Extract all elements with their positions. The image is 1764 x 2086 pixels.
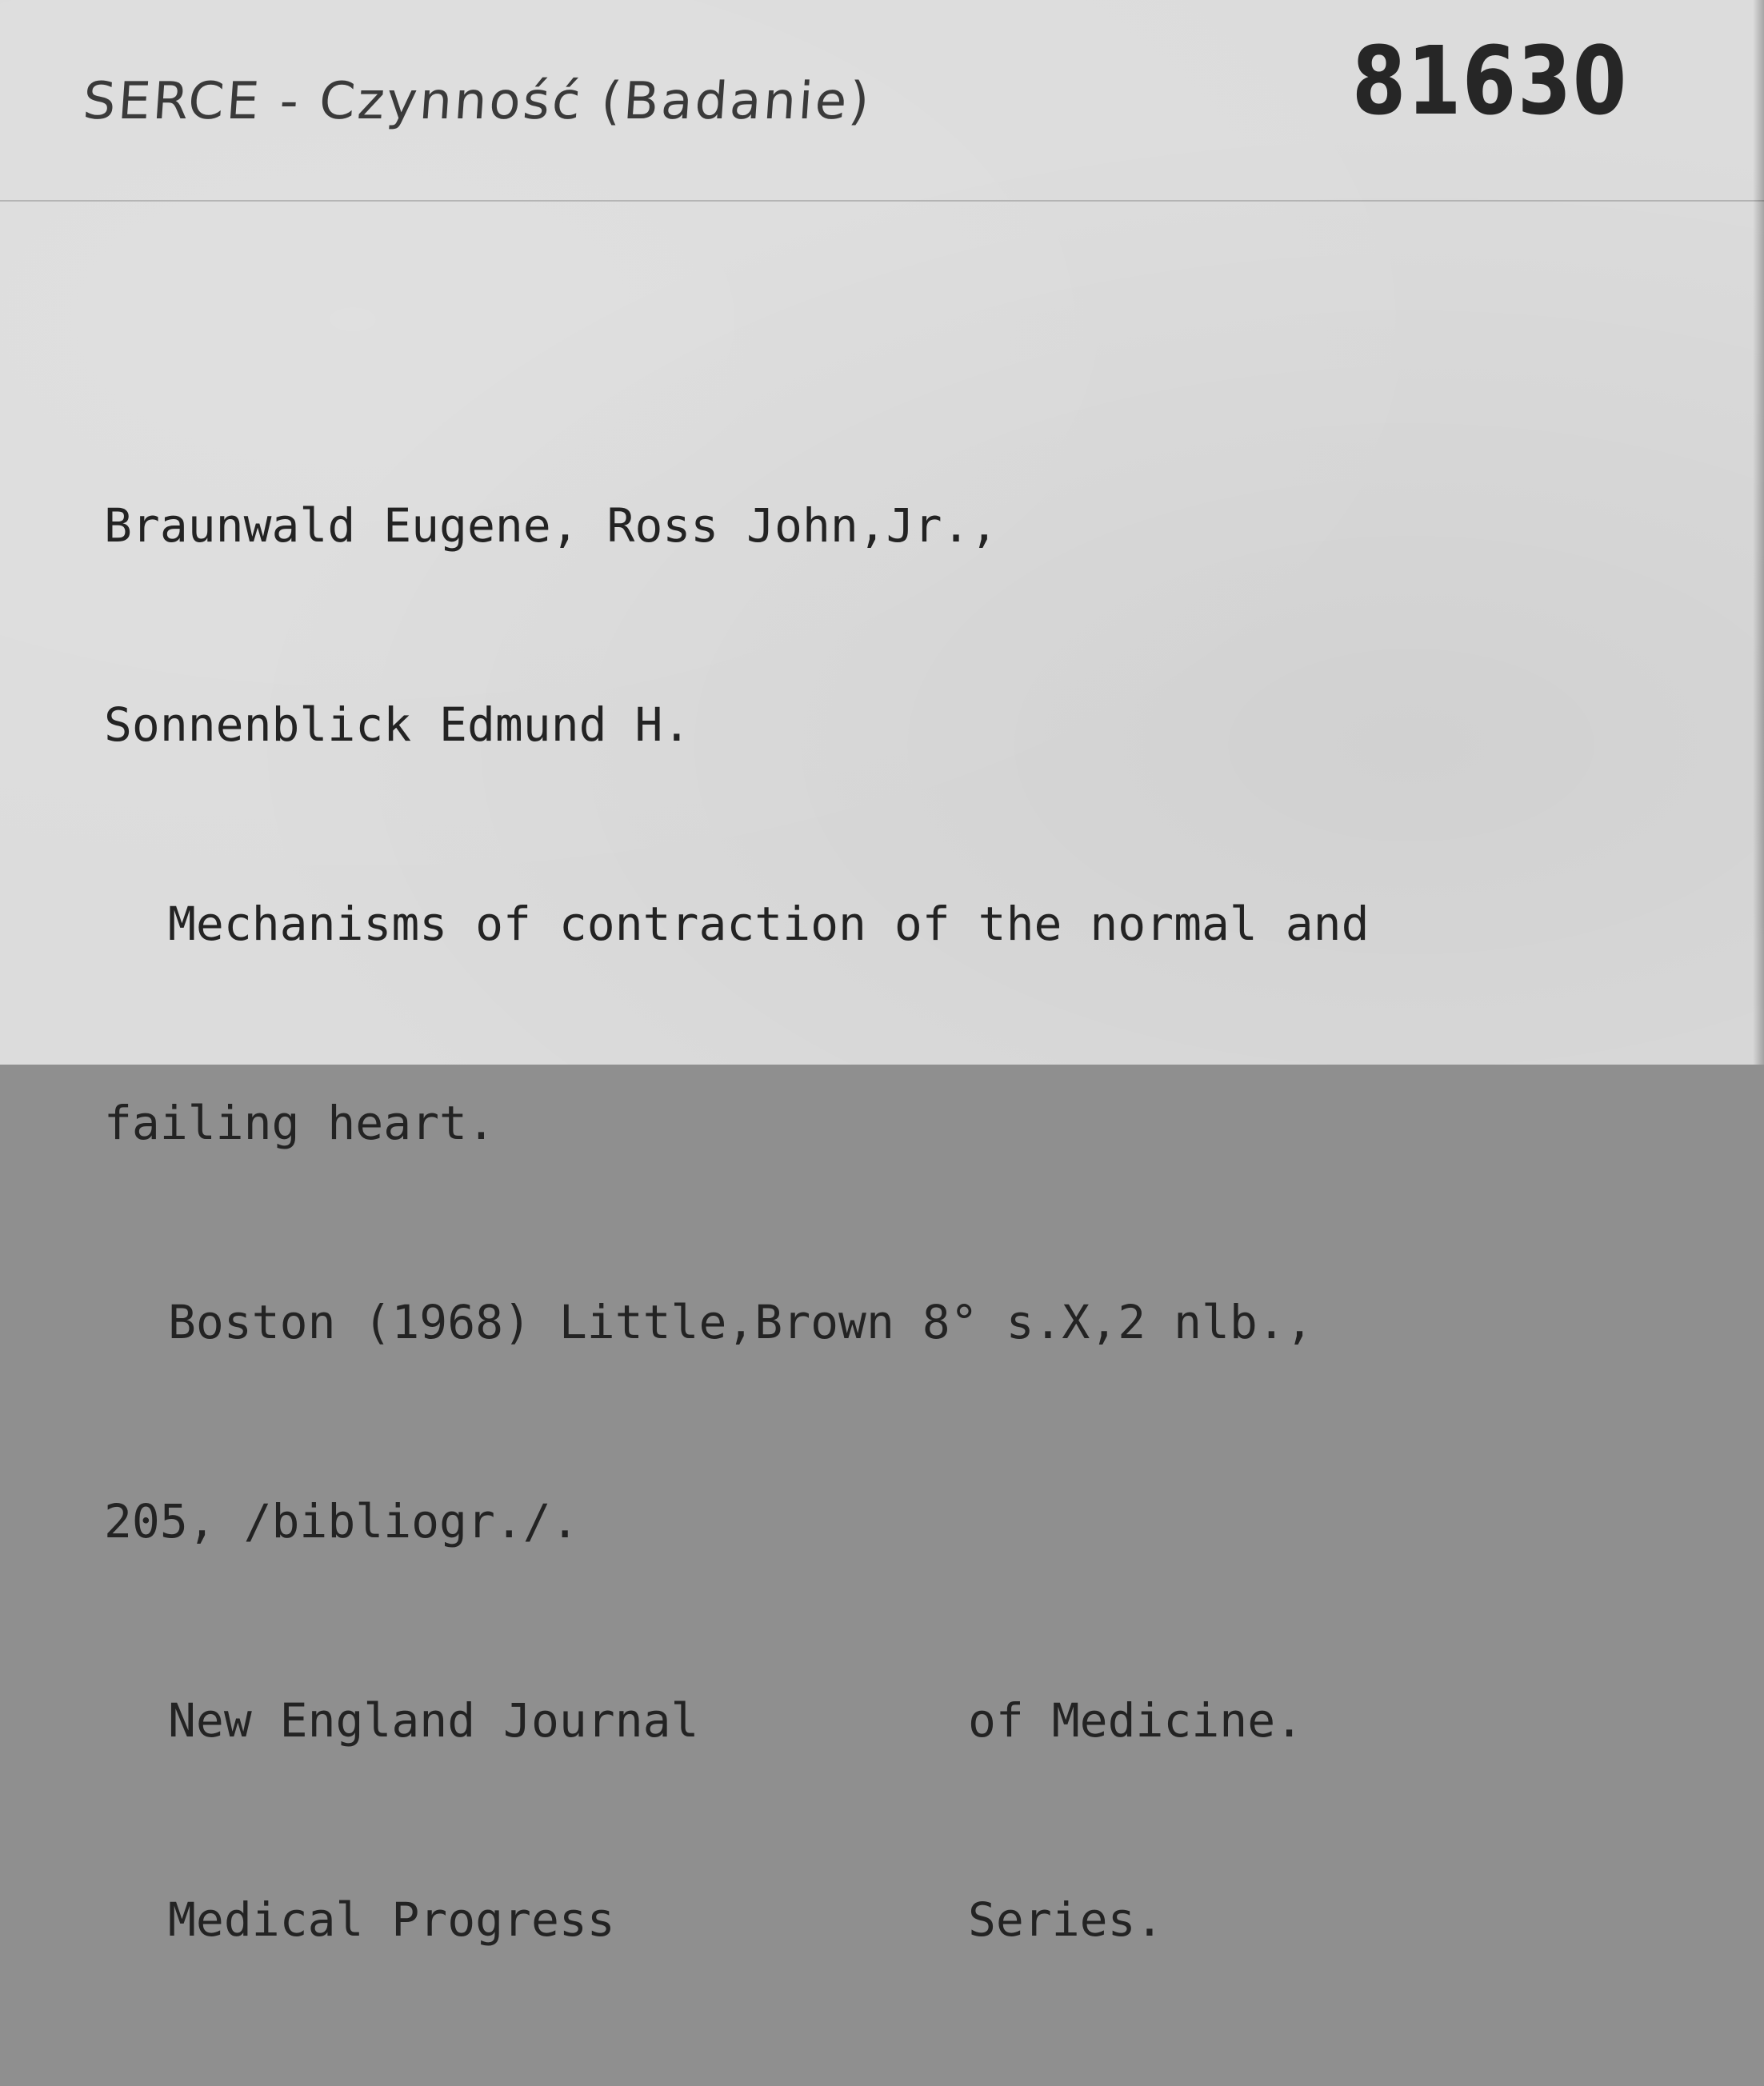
card-body: [104, 360, 1370, 2086]
title-line-2: failing heart.: [104, 1096, 495, 1150]
series-2-subtitle: Series.: [968, 1892, 1164, 1947]
subject-heading: SERCE - Czynność (Badanie): [81, 72, 874, 131]
title-line-1: Mechanisms of contraction of the normal and: [168, 897, 1370, 951]
authors-line-1: Braunwald Eugene, Ross John,Jr.,: [104, 498, 998, 553]
series-line-1: [104, 1688, 1370, 1754]
card-edge-shadow: [1753, 0, 1764, 1065]
series-1-title: New England Journal: [168, 1693, 699, 1748]
series-1-subtitle: of Medicine.: [968, 1693, 1304, 1748]
imprint-line-2: 205, /bibliogr./.: [104, 1494, 579, 1549]
series-line-2: [104, 1887, 1370, 1953]
authors-line-2: Sonnenblick Edmund H.: [104, 697, 691, 752]
series-2-title: Medical Progress: [168, 1892, 615, 1947]
call-number: 81630: [1352, 26, 1628, 136]
imprint-line-1: Boston (1968) Little,Brown 8° s.X,2 nlb.,: [168, 1295, 1314, 1349]
heading-divider: [0, 200, 1764, 202]
